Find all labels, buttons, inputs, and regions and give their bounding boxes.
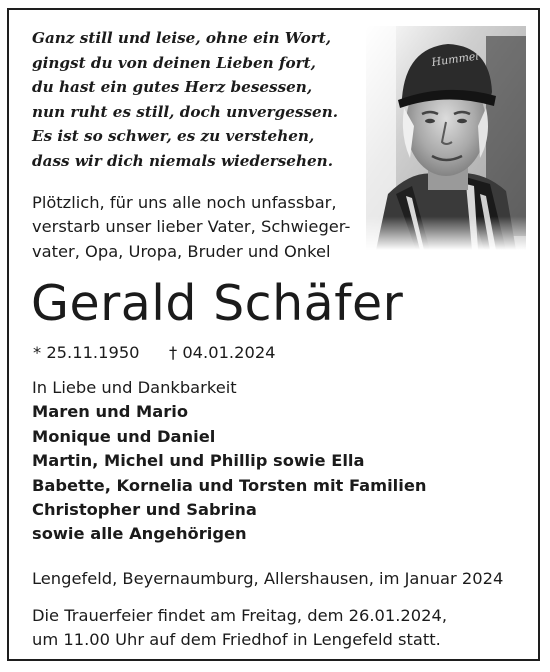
funeral-details xyxy=(32,604,532,652)
death-date: † 04.01.2024 xyxy=(169,343,276,362)
mourner-name: Martin, Michel und Phillip sowie Ella xyxy=(32,451,365,471)
poem-line: nun ruht es still, doch unvergessen. xyxy=(32,102,339,121)
mourner-name: Christopher und Sabrina xyxy=(32,500,257,520)
poem-line: Es ist so schwer, es zu verstehen, xyxy=(32,127,315,146)
mourner-name: Babette, Kornelia und Torsten mit Familien xyxy=(32,475,427,495)
mourner-name: Maren und Mario xyxy=(32,402,189,422)
birth-date: * 25.11.1950 xyxy=(33,343,140,362)
obituary-notice xyxy=(7,8,540,661)
poem-line: gingst du von deinen Lieben fort, xyxy=(32,53,316,72)
funeral-line: Die Trauerfeier findet am Freitag, dem 26.01.2024, xyxy=(32,606,448,625)
intro-line: verstarb unser lieber Vater, Schwieger- xyxy=(32,217,351,237)
death-announcement-text xyxy=(32,191,392,264)
mourners-list xyxy=(32,376,502,547)
intro-line: Plötzlich, für uns alle noch unfassbar, xyxy=(32,193,337,212)
poem-line: dass wir dich niemals wiedersehen. xyxy=(32,151,333,170)
mourner-name: sowie alle Angehörigen xyxy=(32,524,247,544)
deceased-name: Gerald Schäfer xyxy=(31,275,404,332)
funeral-line: um 11.00 Uhr auf dem Friedhof in Lengefeld statt. xyxy=(32,630,441,649)
mourner-name: Monique und Daniel xyxy=(32,426,216,446)
poem-line: du hast ein gutes Herz besessen, xyxy=(32,78,313,97)
intro-line: vater, Opa, Uropa, Bruder und Onkel xyxy=(32,241,331,261)
mourners-intro: In Liebe und Dankbarkeit xyxy=(32,378,237,397)
poem-line: Ganz still und leise, ohne ein Wort, xyxy=(32,29,332,47)
place-and-date: Lengefeld, Beyernaumburg, Allershausen, im Januar 2024 xyxy=(32,569,504,588)
poem-verse xyxy=(32,26,352,174)
